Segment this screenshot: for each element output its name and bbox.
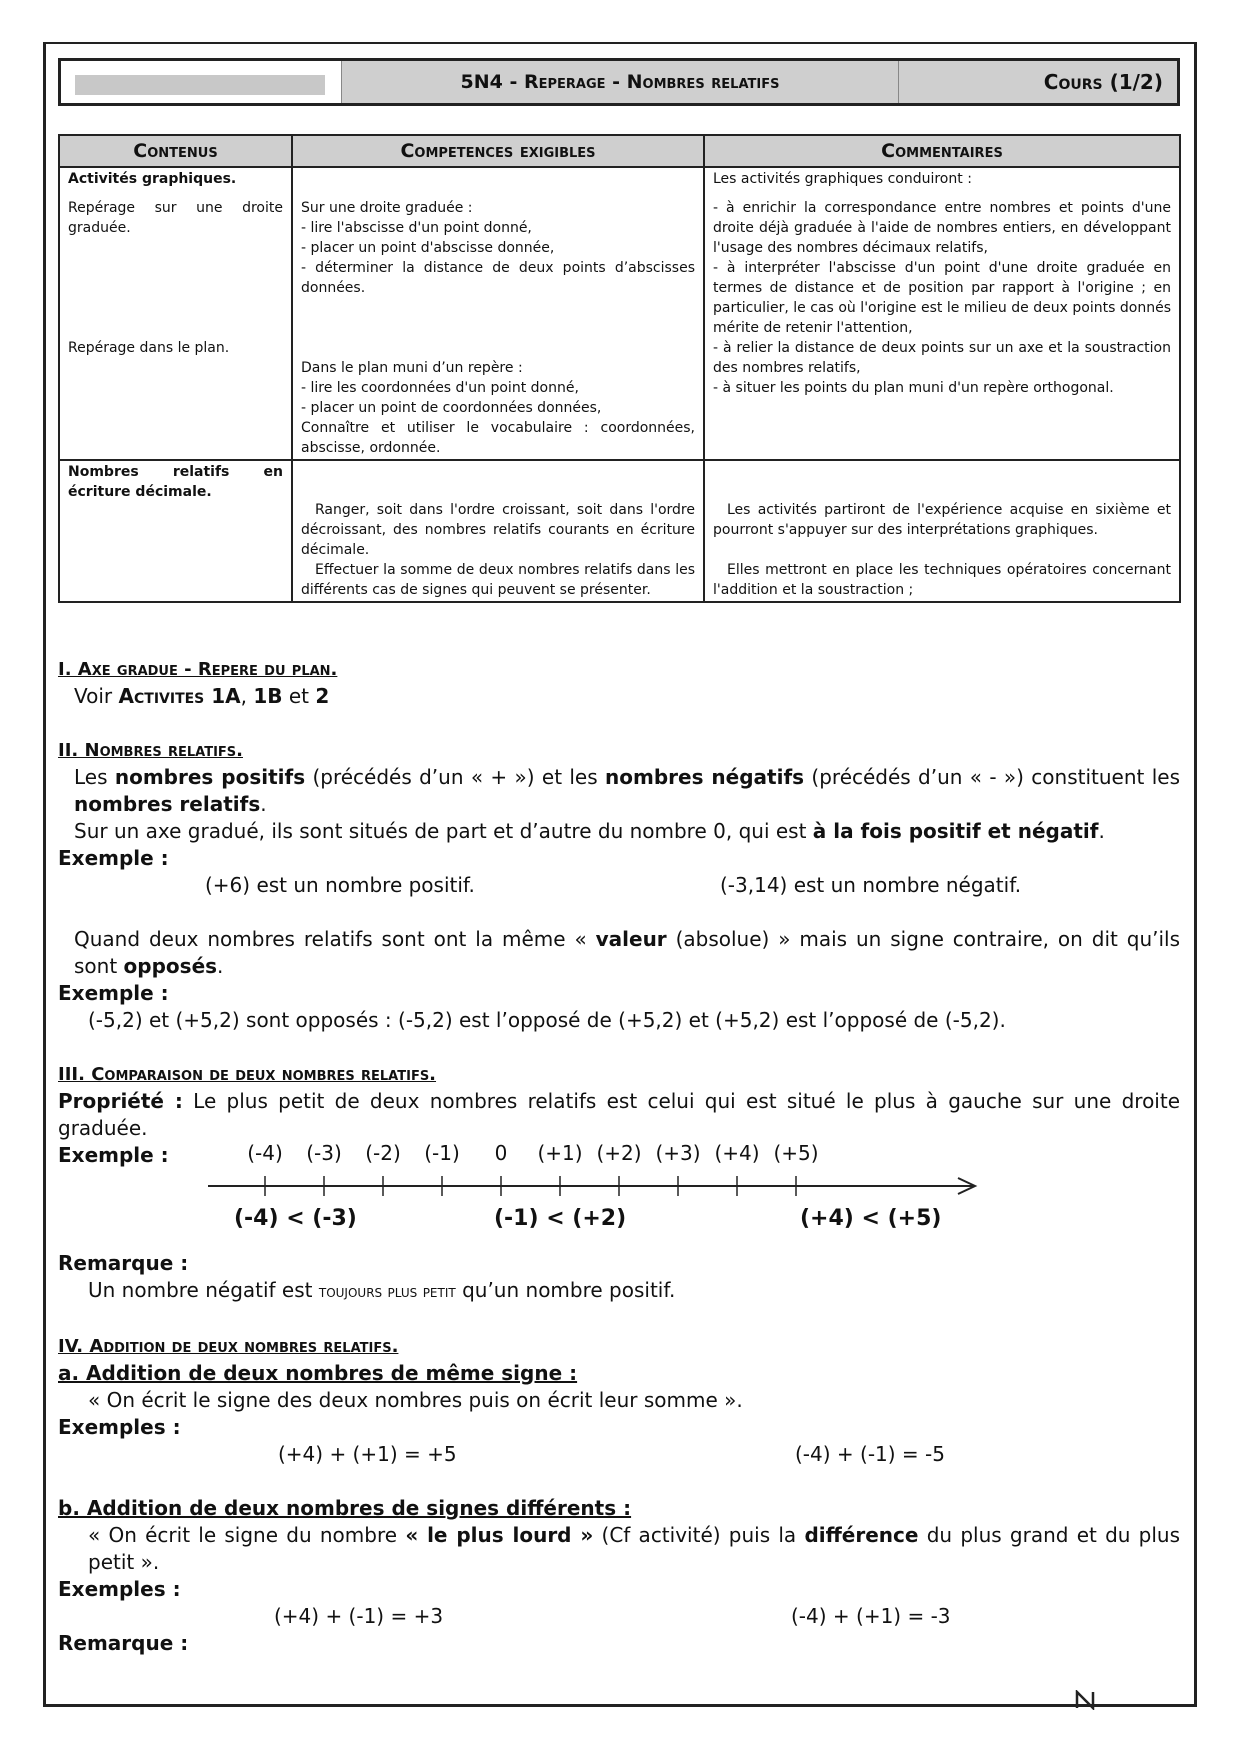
- header-gray-bar: [75, 75, 325, 95]
- remark-text: [58, 1277, 1180, 1306]
- axis-tick-label: (-2): [365, 1141, 401, 1165]
- example-row: [58, 872, 1180, 899]
- subsection-title: b. Addition de deux nombres de signes différents :: [58, 1496, 632, 1520]
- number-line: [190, 1140, 990, 1210]
- competence-line: - placer un point de coordonnées données,: [301, 400, 602, 416]
- property-paragraph: [58, 1088, 1180, 1142]
- example-label: Exemple :: [58, 1143, 169, 1167]
- text-activites: Activites 1A: [118, 684, 241, 708]
- text-activity-1b: 1B: [253, 684, 283, 708]
- contenu-item: Repérage sur une droite graduée.: [68, 200, 283, 236]
- text-run: « On écrit le signe du nombre: [88, 1523, 398, 1547]
- axis-tick-label: (+1): [537, 1141, 583, 1165]
- text-comma: ,: [240, 684, 247, 708]
- section-title: I. Axe gradue - Repere du plan.: [58, 659, 338, 680]
- contenu-cell: [59, 167, 292, 460]
- header-title: 5N4 - Reperage - Nombres relatifs: [341, 61, 899, 103]
- comparison-example: (-4) < (-3): [234, 1206, 357, 1231]
- section-paragraph: [58, 683, 1180, 710]
- example-label: Exemples :: [58, 1415, 181, 1439]
- commentaires-cell: [704, 460, 1180, 602]
- competence-line: - placer un point d'abscisse donnée,: [301, 240, 555, 256]
- column-header: Commentaires: [704, 135, 1180, 167]
- competences-cell: [292, 167, 704, 460]
- header-left-cell: [61, 61, 341, 103]
- competence-line: Effectuer la somme de deux nombres relatifs dans les différents cas de signes qui peuvent se présenter.: [301, 562, 695, 598]
- text-voir: Voir: [74, 684, 113, 708]
- text-run: qu’un nombre positif.: [462, 1278, 676, 1302]
- frame-corner-mark: [1075, 1690, 1097, 1710]
- commentaire-line: - à enrichir la correspondance entre nombres et points d'une droite déjà graduée à l'aide de nombres entiers, en développant l'usage des nombres décimaux relatifs,: [713, 200, 1171, 256]
- text-bold: « le plus lourd »: [405, 1523, 594, 1547]
- competence-line: - déterminer la distance de deux points d’abscisses données.: [301, 260, 695, 296]
- rule-text: « On écrit le signe des deux nombres puis on écrit leur somme ».: [88, 1388, 743, 1412]
- text-run: .: [1098, 819, 1105, 843]
- section-title: II. Nombres relatifs.: [58, 740, 243, 761]
- section-title: IV. Addition de deux nombres relatifs.: [58, 1336, 399, 1357]
- axis-tick-label: (+4): [714, 1141, 760, 1165]
- axis-tick-label: (+5): [773, 1141, 819, 1165]
- column-header: Contenus: [59, 135, 292, 167]
- competence-line: - lire l'abscisse d'un point donné,: [301, 220, 532, 236]
- text-bold: différence: [804, 1523, 919, 1547]
- text-bold: valeur: [595, 927, 667, 951]
- header-box: [58, 58, 1180, 106]
- axis-tick-label: (+2): [596, 1141, 642, 1165]
- example-text: (-4) + (+1) = -3: [791, 1604, 951, 1628]
- remark-label: Remarque :: [58, 1251, 189, 1275]
- rule-text: [58, 1522, 1180, 1576]
- competence-line: - lire les coordonnées d'un point donné,: [301, 380, 579, 396]
- example-text: (+4) + (+1) = +5: [278, 1442, 457, 1466]
- example-row: [58, 1441, 1180, 1468]
- text-run: (précédés d’un « - ») constituent les: [811, 765, 1180, 789]
- text-run: Sur un axe gradué, ils sont situés de part et d’autre du nombre 0, qui est: [74, 819, 807, 843]
- competence-line: Sur une droite graduée :: [301, 200, 473, 216]
- example-label: Exemple :: [58, 846, 169, 870]
- example-text: (+6) est un nombre positif.: [205, 873, 475, 897]
- table-row: [59, 167, 1180, 460]
- comparison-example: (+4) < (+5): [800, 1206, 942, 1231]
- commentaires-cell: [704, 167, 1180, 460]
- subsection-title: a. Addition de deux nombres de même signe :: [58, 1361, 578, 1385]
- section-paragraph: [58, 926, 1180, 980]
- text-activity-2: 2: [315, 684, 330, 708]
- header-label: Cours (1/2): [899, 61, 1177, 103]
- text-run: .: [217, 954, 224, 978]
- competences-cell: [292, 460, 704, 602]
- competence-line: Connaître et utiliser le vocabulaire : coordonnées, abscisse, ordonnée.: [301, 420, 695, 456]
- example-text: (-5,2) et (+5,2) sont opposés : (-5,2) est l’opposé de (+5,2) et (+5,2) est l’opposé de (-5,2).: [88, 1008, 1006, 1032]
- axis-tick-label: (+3): [655, 1141, 701, 1165]
- text-run: Les: [74, 765, 108, 789]
- text-run: Un nombre négatif est: [88, 1278, 313, 1302]
- contenu-title: Activités graphiques.: [68, 171, 237, 187]
- example-row: [58, 1603, 1180, 1630]
- section-paragraph: [58, 818, 1180, 845]
- text-run: (précédés d’un « + ») et les: [312, 765, 598, 789]
- contenu-cell: Nombres relatifs en écriture décimale.: [59, 460, 292, 602]
- table-row: [59, 460, 1180, 602]
- competence-line: Dans le plan muni d’un repère :: [301, 360, 523, 376]
- example-text: (-4) + (-1) = -5: [795, 1442, 945, 1466]
- comparison-example: (-1) < (+2): [494, 1206, 627, 1231]
- property-label: Propriété :: [58, 1089, 183, 1113]
- commentaire-line: Elles mettront en place les techniques opératoires concernant l'addition et la soustraction ;: [713, 562, 1171, 598]
- axis-tick-label: (-3): [306, 1141, 342, 1165]
- text-bold: opposés: [123, 954, 218, 978]
- remark-label: Remarque :: [58, 1631, 189, 1655]
- commentaire-line: - à situer les points du plan muni d'un repère orthogonal.: [713, 380, 1114, 396]
- axis-ticks: [247, 1141, 818, 1196]
- commentaire-line: - à relier la distance de deux points sur un axe et la soustraction des nombres relatifs,: [713, 340, 1171, 376]
- text-et: et: [288, 684, 310, 708]
- text-bold: à la fois positif et négatif: [812, 819, 1099, 843]
- text-bold: nombres positifs: [114, 765, 306, 789]
- contenu-item: Repérage dans le plan.: [68, 340, 230, 356]
- commentaire-line: - à interpréter l'abscisse d'un point d'une droite graduée en termes de distance et de position par rapport à l'origine ; en particulier, le cas où l'origine est le milieu de deux points donnés mérite de retenir l'attention,: [713, 260, 1171, 336]
- column-header: Competences exigibles: [292, 135, 704, 167]
- text-smallcaps: toujours plus petit: [318, 1282, 456, 1302]
- commentaire-intro: Les activités graphiques conduiront :: [713, 171, 972, 187]
- text-run: Quand deux nombres relatifs sont ont la même «: [74, 927, 587, 951]
- axis-tick-label: (-4): [247, 1141, 283, 1165]
- section-paragraph: [58, 764, 1180, 818]
- text-bold: nombres négatifs: [605, 765, 805, 789]
- example-label: Exemples :: [58, 1577, 181, 1601]
- property-text: Le plus petit de deux nombres relatifs est celui qui est situé le plus à gauche sur une droite graduée.: [58, 1089, 1181, 1140]
- axis-tick-label: 0: [494, 1141, 508, 1165]
- section-title: III. Comparaison de deux nombres relatifs.: [58, 1064, 437, 1085]
- text-run: .: [260, 792, 267, 816]
- example-text: (+4) + (-1) = +3: [274, 1604, 444, 1628]
- text-run: (absolue) » mais un signe contraire, on dit qu’ils sont: [74, 927, 1181, 978]
- table-header-row: [59, 135, 1180, 167]
- axis-tick-label: (-1): [424, 1141, 460, 1165]
- example-text: (-3,14) est un nombre négatif.: [720, 873, 1022, 897]
- competence-line: Ranger, soit dans l'ordre croissant, soit dans l'ordre décroissant, des nombres relatifs courants en écriture décimale.: [301, 502, 695, 558]
- text-bold: nombres relatifs: [74, 792, 261, 816]
- example-label: Exemple :: [58, 981, 169, 1005]
- commentaire-line: Les activités partiront de l'expérience acquise en sixième et pourront s'appuyer sur des interprétations graphiques.: [713, 502, 1171, 538]
- text-run: (Cf activité) puis la: [601, 1523, 797, 1547]
- programme-table: [58, 134, 1181, 603]
- text-run: du plus grand et du plus petit ».: [88, 1523, 1181, 1574]
